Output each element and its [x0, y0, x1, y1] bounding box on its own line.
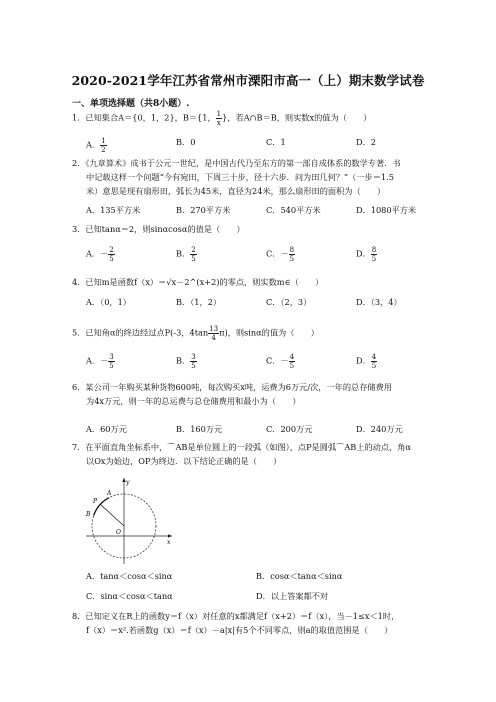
option-a: A．－ $\frac{2}{5}$ — [86, 246, 114, 263]
option-d: D．以上答案都不对 — [256, 591, 329, 601]
question-4: 4．已知m是函数f（x）＝√x－2^(x+2)的零点，则实数m∈（ ） — [72, 277, 324, 287]
option-a: A．（0，1） — [86, 297, 131, 307]
question-7-options-row-2 — [86, 591, 456, 602]
x-axis-arrow — [168, 534, 172, 538]
option-b: B．（1，2） — [176, 297, 222, 307]
question-1-options — [86, 137, 456, 154]
option-d: D．1080平方米 — [356, 205, 417, 215]
option-a: A． $\frac{1}{2}$ — [86, 137, 106, 154]
option-c: C．200万元 — [266, 424, 313, 434]
option-b: B． $\frac{2}{5}$ — [176, 246, 196, 263]
option-c: C．（2，3） — [266, 297, 312, 307]
option-d: D．2 — [356, 137, 376, 147]
option-b: B．160万元 — [176, 424, 223, 434]
option-c: C．－ $\frac{8}{5}$ — [266, 246, 295, 263]
page-title: 2020-2021学年江苏省常州市溧阳市高一（上）期末数学试卷 — [71, 73, 425, 88]
axis-label-x: x — [167, 539, 171, 546]
option-d: D． $\frac{8}{5}$ — [356, 246, 377, 263]
question-6-options — [86, 424, 456, 435]
option-a: A．tanα＜cosα＜sinα — [86, 571, 173, 581]
section-heading: 一、单项选择题（共8小题）. — [72, 99, 190, 109]
point-b-label: B — [86, 511, 91, 518]
option-a: A．－ $\frac{3}{5}$ — [86, 353, 114, 370]
point-a-label: A — [107, 490, 112, 497]
option-b: B． $\frac{3}{5}$ — [176, 353, 196, 370]
option-d: D．240万元 — [356, 424, 403, 434]
question-3: 3．已知tanα＝2，则sinαcosα的值是（ ） — [72, 224, 245, 234]
question-8: 8．已知定义在R上的函数y＝f（x）对任意的x都满足f（x+2）＝f（x），当－1≤x＜1时， f（x）＝x².若函数g（x）＝f（x）－a|x|有5个不同零点，则a的取值范围是（ ） — [72, 611, 400, 635]
option-d: D． $\frac{4}{5}$ — [356, 353, 377, 370]
origin-label: O — [116, 529, 121, 536]
option-a: A．60万元 — [86, 424, 127, 434]
terminal-side-op — [100, 504, 124, 526]
option-a: A．135平方米 — [86, 205, 141, 215]
question-7: 7．在平面直角坐标系中，⌒AB是单位圆上的一段弧（如图），点P是圆弧⌒AB上的动点，角α 以Ox为始边，OP为终边．以下结论正确的是（ ） — [72, 442, 411, 466]
option-c: C．sinα＜cosα＜tanα — [86, 591, 173, 601]
unit-circle-diagram — [84, 476, 174, 566]
question-7-options-row-1 — [86, 571, 456, 582]
option-c: C．540平方米 — [266, 205, 321, 215]
question-2-options — [86, 205, 456, 216]
fraction: $\frac{13}{4}$ — [209, 325, 219, 342]
option-c: C．1 — [266, 137, 286, 147]
option-c: C．－ $\frac{4}{5}$ — [266, 353, 295, 370]
option-b: B．cosα＜tanα＜sinα — [256, 571, 343, 581]
point-p-label: P — [93, 498, 98, 505]
question-5: 5．已知角α的终边经过点P(-3，4tan $\frac{13}{4}$ π)，则sinα的值为（ ） — [72, 325, 319, 342]
question-3-options — [86, 246, 456, 263]
question-1: 1．已知集合A＝{0，1，2}，B＝{1， $\frac{1}{x}$ }，若A∩B＝B，则实数x的值为（ ） — [72, 110, 372, 127]
option-b: B．270平方米 — [176, 205, 231, 215]
question-4-options — [86, 297, 456, 308]
question-5-options — [86, 353, 456, 370]
fraction: $\frac{1}{x}$ — [216, 110, 222, 127]
question-2: 2．《九章算术》成书于公元一世纪，是中国古代乃至东方的第一部自成体系的数学专著．书 中记载这样一个问题“今有宛田，下周三十步，径十六步．问为田几何？”（一步＝1.5 米）意思是现有扇形田，弧长为45米，直径为24米，那么扇形田的面积为（ ） — [72, 158, 401, 196]
option-b: B．0 — [176, 137, 196, 147]
question-6: 6．某公司一年购买某种货物600吨，每次购买x吨，运费为6万元/次，一年的总存储费用 为4x万元，则一年的总运费与总仓储费用和最小为（ ） — [72, 382, 392, 406]
option-d: D．（3，4） — [356, 297, 402, 307]
axis-label-y: y — [126, 479, 130, 486]
